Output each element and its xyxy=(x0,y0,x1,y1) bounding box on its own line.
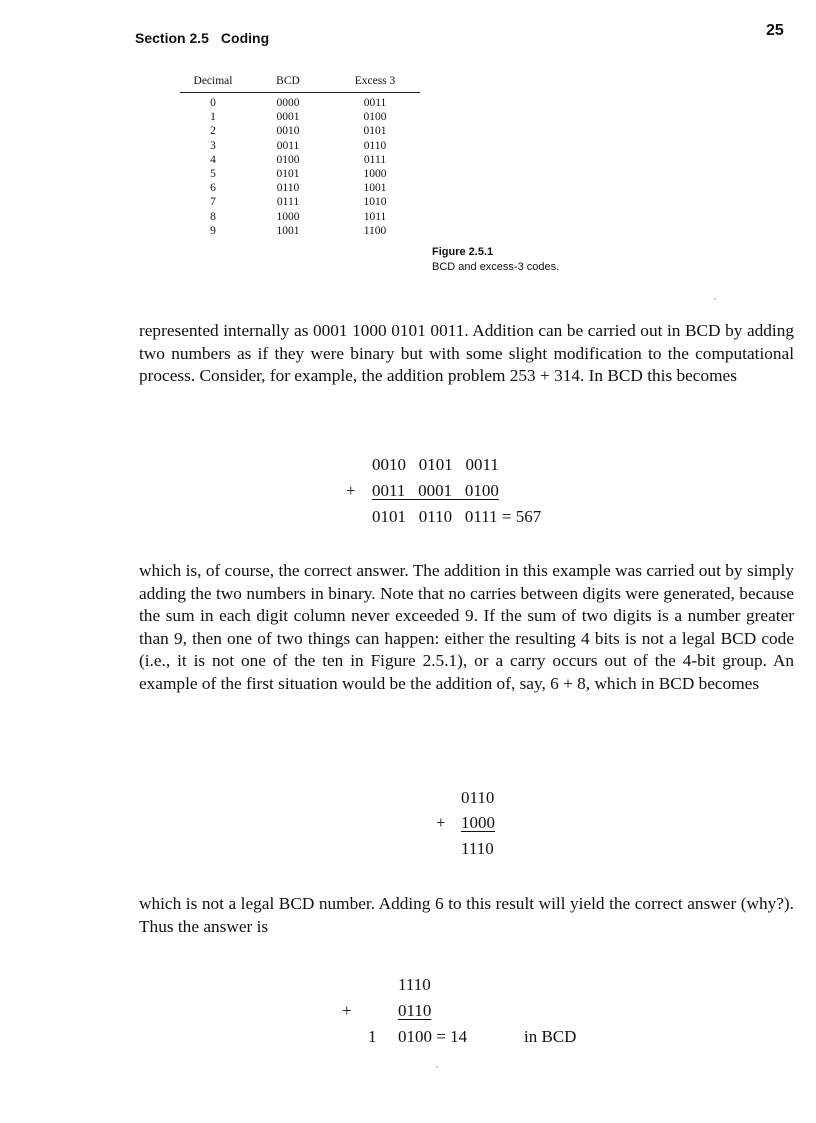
table-header-row xyxy=(180,74,420,93)
table-cell: 6 xyxy=(210,182,216,195)
table-row xyxy=(180,124,420,138)
example1-addend-2: 0011 0001 0100 xyxy=(372,481,499,500)
table-cell: 0011 xyxy=(276,139,300,152)
example3-sum: 0100 = 14 xyxy=(398,1027,468,1046)
table-cell: 1011 xyxy=(363,210,387,223)
paragraph-3: which is not a legal BCD number. Adding 6 to this result will yield the correct answer (why?). Thus the answer is xyxy=(139,894,794,936)
table-cell: 1 xyxy=(210,111,216,124)
paragraph-1: represented internally as 0001 1000 0101 0011. Addition can be carried out in BCD by adding two numbers as if they were binary but with some slight modification to the computational process. Consider, for example, the addition problem 253 + 314. In BCD this becomes xyxy=(139,321,794,385)
figure-caption-text: BCD and excess-3 codes. xyxy=(432,261,560,273)
table-cell: 8 xyxy=(210,210,216,223)
scan-speck xyxy=(436,1066,438,1068)
column-header-bcd: BCD xyxy=(246,74,330,93)
table-row xyxy=(180,210,420,224)
table-cell: 1000 xyxy=(363,168,387,181)
table-cell: 1010 xyxy=(363,196,387,209)
table-cell: 0101 xyxy=(276,168,300,181)
table-row xyxy=(180,181,420,195)
figure-caption xyxy=(432,245,559,275)
example3-suffix: in BCD xyxy=(524,1027,577,1046)
running-header xyxy=(135,30,269,46)
column-header-decimal: Decimal xyxy=(180,74,246,93)
section-number: Section 2.5 xyxy=(135,30,209,46)
example3-addend-1: 1110 xyxy=(398,975,431,994)
table-cell: 0101 xyxy=(363,125,387,138)
example2-sum: 1110 xyxy=(461,839,494,858)
table-row xyxy=(180,195,420,209)
table-cell: 1001 xyxy=(276,224,300,237)
table-cell: 0110 xyxy=(276,182,300,195)
table-cell: 5 xyxy=(210,168,216,181)
table-cell: 2 xyxy=(210,125,216,138)
table-row xyxy=(180,93,420,111)
bcd-excess3-table xyxy=(180,74,420,238)
table-row xyxy=(180,224,420,238)
example1-plus-sign: + xyxy=(346,481,356,500)
table-cell: 1000 xyxy=(276,210,300,223)
table-row xyxy=(180,167,420,181)
table-row xyxy=(180,110,420,124)
table-cell: 3 xyxy=(210,139,216,152)
example3-addend-2: 0110 xyxy=(398,1001,432,1020)
figure-label: Figure 2.5.1 xyxy=(432,246,494,258)
example2-addend-2: 1000 xyxy=(461,813,495,832)
example2-plus-sign: + xyxy=(436,813,446,832)
table-cell: 0010 xyxy=(276,125,300,138)
table-cell: 0110 xyxy=(363,139,387,152)
page-number: 25 xyxy=(766,22,784,39)
example3-carry: 1 xyxy=(368,1027,377,1046)
table-cell: 0111 xyxy=(276,196,300,209)
table-cell: 0 xyxy=(210,97,216,109)
table-cell: 0011 xyxy=(363,97,387,109)
paragraph-2: which is, of course, the correct answer. The addition in this example was carried out by simply adding the two numbers in binary. Note that no carries between digits were generated, because the sum in each digit column never exceeded 9. If the sum of two digits is a number greater than 9, then one of two things can happen: either the resulting 4 bits is not a legal BCD code (i.e., it is not one of the ten in Figure 2.5.1), or a carry occurs out of the 4-bit group. An example of the first situation would be the addition of, say, 6 + 8, which in BCD becomes xyxy=(139,561,794,693)
table-row xyxy=(180,153,420,167)
table-cell: 4 xyxy=(210,153,216,166)
example1-sum: 0101 0110 0111 = 567 xyxy=(372,507,542,526)
table-cell: 0001 xyxy=(276,111,300,124)
table-cell: 0111 xyxy=(363,153,387,166)
column-header-excess3: Excess 3 xyxy=(330,74,420,93)
scan-speck xyxy=(714,298,716,300)
table-cell: 1001 xyxy=(363,182,387,195)
table-cell: 0000 xyxy=(276,97,300,109)
example2-addend-1: 0110 xyxy=(461,788,495,807)
table-cell: 0100 xyxy=(276,153,300,166)
section-title: Coding xyxy=(220,30,270,46)
table-cell: 1100 xyxy=(363,224,387,237)
table-cell: 0100 xyxy=(363,111,387,124)
example1-addend-1: 0010 0101 0011 xyxy=(372,455,499,474)
example3-plus-sign: + xyxy=(342,1001,352,1020)
table-cell: 7 xyxy=(210,196,216,209)
table-row xyxy=(180,139,420,153)
table-cell: 9 xyxy=(210,224,216,237)
